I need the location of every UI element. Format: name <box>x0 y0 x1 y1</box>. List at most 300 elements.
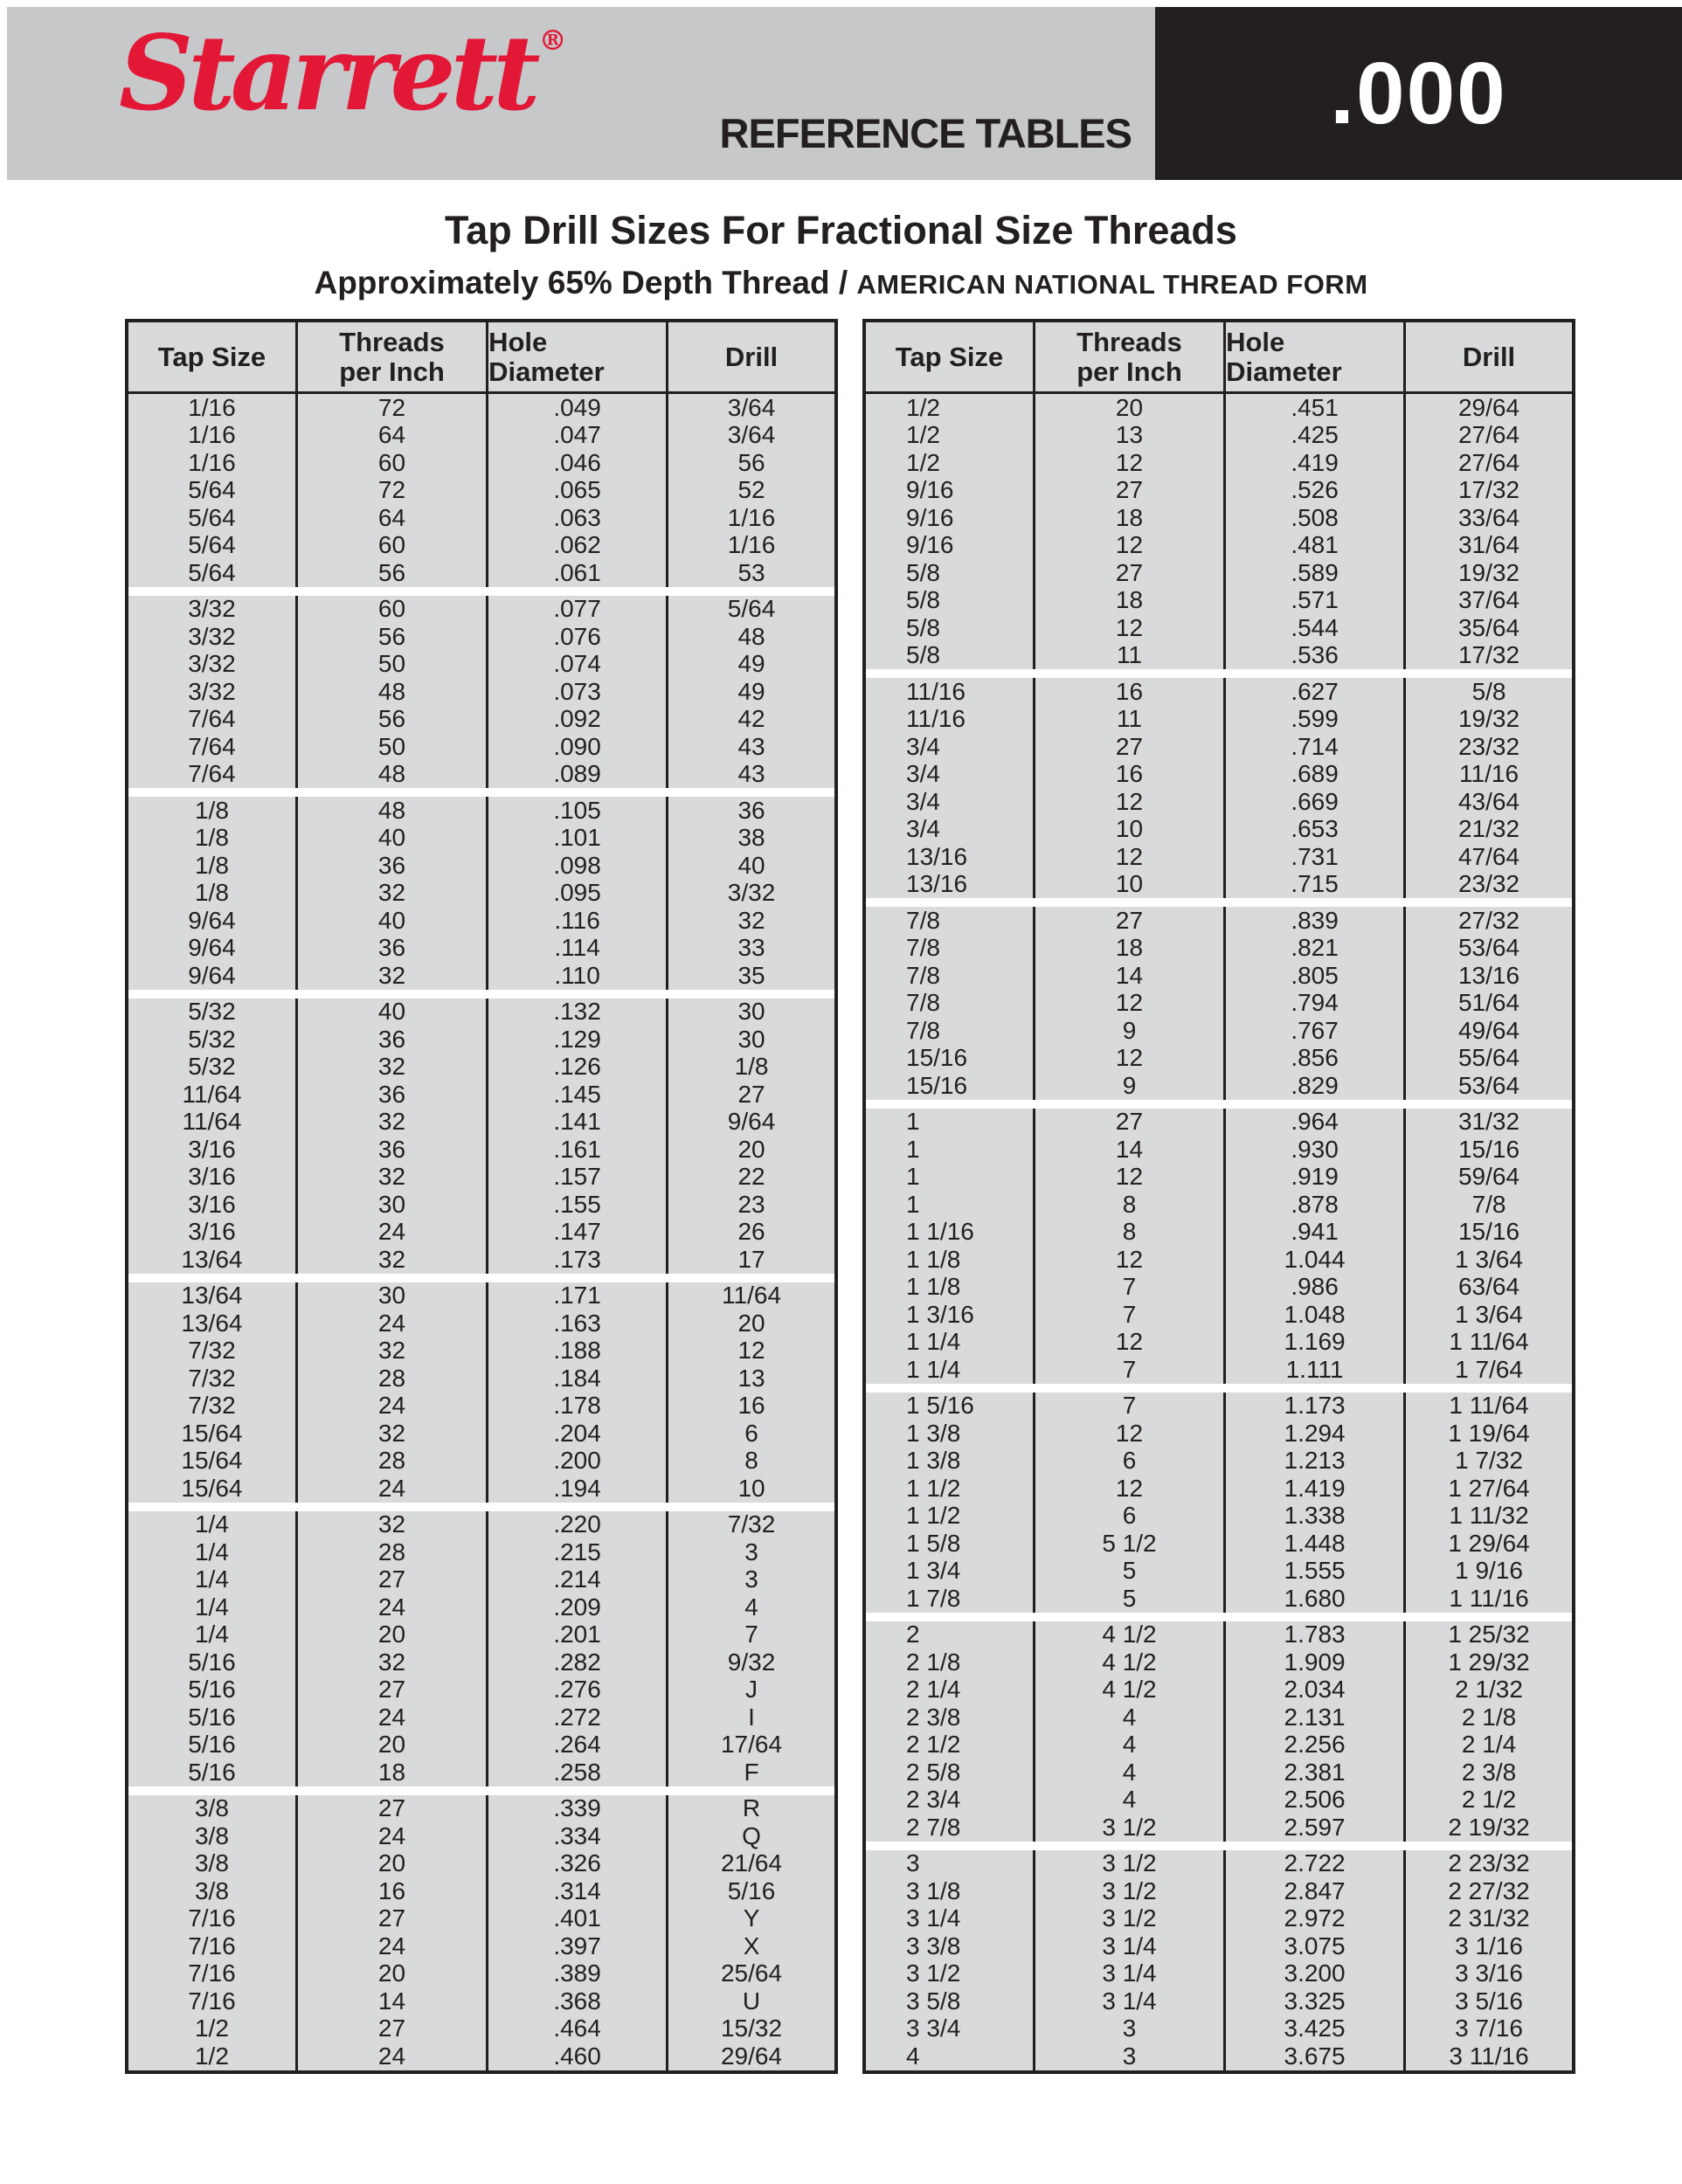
drill-cell: 35/64 <box>1457 613 1520 641</box>
hole-diameter-cell: 2.597 <box>1226 1814 1406 1842</box>
hole-diameter-cell: 1.680 <box>1226 1585 1406 1613</box>
hole-diameter-cell: .314 <box>488 1877 668 1905</box>
threads-per-inch-cell: 32 <box>298 1054 488 1082</box>
hole-diameter-cell: .173 <box>488 1246 668 1274</box>
threads-per-inch-cell: 72 <box>298 394 488 422</box>
table-row <box>866 1109 1572 1137</box>
tap-size-cell: 1/2 <box>866 394 1035 422</box>
threads-per-inch-cell: 27 <box>1035 907 1226 935</box>
threads-per-inch-cell: 11 <box>1035 642 1226 670</box>
threads-per-inch-cell: 9 <box>1035 1072 1226 1100</box>
table-row <box>866 1164 1572 1192</box>
drill-cell: 1 25/32 <box>1448 1621 1530 1648</box>
hole-diameter-cell: .731 <box>1226 843 1406 871</box>
threads-per-inch-cell: 36 <box>298 1136 488 1164</box>
hole-diameter-cell: 2.722 <box>1226 1850 1406 1878</box>
table-row <box>128 1109 834 1137</box>
threads-per-inch-cell: 64 <box>298 422 488 450</box>
hole-diameter-cell: 2.847 <box>1226 1877 1406 1905</box>
tap-size-cell: 9/16 <box>866 504 1035 532</box>
hole-diameter-cell: .794 <box>1226 990 1406 1018</box>
table-row <box>128 477 834 505</box>
tap-size-cell: 3/32 <box>128 651 298 679</box>
tap-size-cell: 3/32 <box>128 596 298 624</box>
threads-per-inch-cell: 32 <box>298 1511 488 1539</box>
hole-diameter-cell: .714 <box>1226 733 1406 761</box>
threads-per-inch-cell: 72 <box>298 477 488 505</box>
table-row <box>128 1219 834 1247</box>
tap-size-cell: 5/16 <box>128 1759 298 1787</box>
tap-size-cell: 1 <box>866 1109 1035 1137</box>
hole-diameter-cell: .074 <box>488 651 668 679</box>
table-row <box>128 2042 834 2070</box>
table-row <box>128 706 834 734</box>
hole-diameter-cell: .571 <box>1226 587 1406 615</box>
tap-size-cell: 5/64 <box>128 504 298 532</box>
tap-size-cell: 1/4 <box>128 1593 298 1621</box>
table-row <box>866 1759 1572 1787</box>
table-row <box>128 1960 834 1988</box>
hole-diameter-cell: 1.048 <box>1226 1301 1406 1329</box>
tap-size-cell: 9/64 <box>128 907 298 935</box>
tap-size-cell: 3/8 <box>128 1850 298 1878</box>
tap-size-cell: 1/16 <box>128 449 298 477</box>
threads-per-inch-cell: 10 <box>1035 816 1226 844</box>
table-row <box>128 422 834 450</box>
drill-cell: 2 3/8 <box>1461 1758 1517 1786</box>
hole-diameter-cell: .397 <box>488 1932 668 1960</box>
drill-cell: 49 <box>737 677 765 705</box>
table-row <box>128 761 834 789</box>
tap-size-cell: 5/32 <box>128 999 298 1026</box>
table-row <box>866 935 1572 963</box>
tap-size-cell: 13/16 <box>866 843 1035 871</box>
drill-cell: 23 <box>737 1190 765 1218</box>
tap-size-cell: 2 3/4 <box>866 1787 1035 1814</box>
drill-cell: 35 <box>737 961 765 989</box>
drill-cell: 1 3/64 <box>1455 1300 1523 1328</box>
hole-diameter-cell: .061 <box>488 559 668 587</box>
table-row <box>128 1475 834 1503</box>
table-row <box>128 1420 834 1448</box>
drill-cell: 17/32 <box>1457 641 1520 669</box>
threads-per-inch-cell: 12 <box>1035 1045 1226 1073</box>
threads-per-inch-cell: 24 <box>298 1822 488 1850</box>
tap-size-cell: 11/64 <box>128 1109 298 1137</box>
table-row <box>128 1566 834 1594</box>
hole-diameter-cell: 2.506 <box>1226 1787 1406 1814</box>
threads-per-inch-cell: 4 1/2 <box>1035 1676 1226 1704</box>
drill-cell: 40 <box>737 851 765 879</box>
table-row <box>128 678 834 706</box>
table-row <box>128 999 834 1026</box>
table-row <box>866 1045 1572 1073</box>
tap-size-cell: 7/32 <box>128 1393 298 1420</box>
registered-trademark-icon: ® <box>538 23 567 57</box>
threads-per-inch-cell: 56 <box>298 706 488 734</box>
threads-per-inch-cell: 24 <box>298 1393 488 1420</box>
drill-cell: Y <box>743 1904 760 1932</box>
threads-per-inch-cell: 18 <box>1035 587 1226 615</box>
tap-size-cell: 5/64 <box>128 559 298 587</box>
hole-diameter-cell: .184 <box>488 1365 668 1393</box>
table-row <box>128 1987 834 2015</box>
threads-per-inch-cell: 14 <box>1035 1136 1226 1164</box>
table-row <box>866 559 1572 587</box>
table-row <box>128 1905 834 1933</box>
drill-cell: 8 <box>744 1447 758 1475</box>
drill-cell: 17/32 <box>1457 476 1520 504</box>
tap-size-cell: 1 3/8 <box>866 1448 1035 1476</box>
hole-diameter-cell: .508 <box>1226 504 1406 532</box>
table-row <box>866 1329 1572 1357</box>
drill-cell: 2 1/2 <box>1461 1786 1517 1814</box>
hole-diameter-cell: .544 <box>1226 614 1406 642</box>
tap-size-cell: 1/8 <box>128 825 298 853</box>
page-code-box <box>1155 7 1682 180</box>
hole-diameter-cell: 3.325 <box>1226 1987 1406 2015</box>
tap-size-cell: 3/4 <box>866 733 1035 761</box>
hole-diameter-cell: .105 <box>488 797 668 825</box>
drill-cell: 29/64 <box>720 2042 783 2070</box>
table-row <box>866 504 1572 532</box>
hole-diameter-cell: .689 <box>1226 761 1406 789</box>
threads-per-inch-cell: 27 <box>298 2015 488 2043</box>
hole-diameter-cell: .116 <box>488 907 668 935</box>
table-header-row <box>128 322 834 394</box>
table-row <box>128 1136 834 1164</box>
table-row <box>866 1731 1572 1759</box>
tap-size-cell: 1/2 <box>128 2015 298 2043</box>
threads-per-inch-cell: 56 <box>298 623 488 651</box>
hole-diameter-cell: .419 <box>1226 449 1406 477</box>
hole-diameter-cell: 3.425 <box>1226 2015 1406 2043</box>
table-row <box>866 614 1572 642</box>
tap-size-cell: 1 1/8 <box>866 1274 1035 1302</box>
table-row <box>128 394 834 422</box>
tap-size-cell: 1 1/4 <box>866 1329 1035 1357</box>
drill-cell: 27/64 <box>1457 448 1520 476</box>
threads-per-inch-cell: 48 <box>298 761 488 789</box>
hole-diameter-cell: .839 <box>1226 907 1406 935</box>
hole-diameter-cell: .856 <box>1226 1045 1406 1073</box>
table-row <box>128 1393 834 1420</box>
tap-size-cell: 7/16 <box>128 1905 298 1933</box>
threads-per-inch-cell: 28 <box>298 1448 488 1476</box>
group-divider <box>866 1842 1572 1850</box>
hole-diameter-cell: 3.675 <box>1226 2042 1406 2070</box>
hole-diameter-cell: .209 <box>488 1593 668 1621</box>
table-row <box>128 1648 834 1676</box>
hole-diameter-cell: .964 <box>1226 1109 1406 1137</box>
hole-diameter-cell: .805 <box>1226 962 1406 990</box>
table-row <box>128 733 834 761</box>
tap-size-cell: 7/8 <box>866 935 1035 963</box>
threads-per-inch-cell: 30 <box>298 1191 488 1219</box>
threads-per-inch-cell: 4 <box>1035 1759 1226 1787</box>
tap-size-cell: 7/16 <box>128 1932 298 1960</box>
threads-per-inch-cell: 48 <box>298 797 488 825</box>
table-row <box>128 1511 834 1539</box>
table-row <box>128 1337 834 1365</box>
tap-size-cell: 5/8 <box>866 614 1035 642</box>
drill-cell: 1 3/64 <box>1455 1245 1523 1273</box>
threads-per-inch-cell: 4 1/2 <box>1035 1621 1226 1649</box>
threads-per-inch-cell: 11 <box>1035 706 1226 734</box>
drill-cell: 27/64 <box>1457 421 1520 449</box>
table-row <box>866 449 1572 477</box>
drill-cell: 7/8 <box>1471 1190 1506 1218</box>
drill-cell: 1 19/64 <box>1448 1419 1530 1447</box>
tap-size-cell: 15/64 <box>128 1420 298 1448</box>
threads-per-inch-cell: 64 <box>298 504 488 532</box>
table-row <box>866 1191 1572 1219</box>
threads-per-inch-cell: 24 <box>298 1593 488 1621</box>
hole-diameter-cell: 2.131 <box>1226 1704 1406 1731</box>
hole-diameter-cell: .101 <box>488 825 668 853</box>
tap-size-cell: 1 5/16 <box>866 1393 1035 1420</box>
drill-cell: 16 <box>737 1392 765 1420</box>
table-row <box>866 394 1572 422</box>
threads-per-inch-cell: 6 <box>1035 1448 1226 1476</box>
threads-per-inch-cell: 18 <box>298 1759 488 1787</box>
hole-diameter-cell: .098 <box>488 852 668 880</box>
tap-size-cell: 1 1/4 <box>866 1356 1035 1384</box>
hole-diameter-cell: .276 <box>488 1676 668 1704</box>
drill-cell: 49/64 <box>1457 1016 1520 1044</box>
drill-cell: 5/16 <box>727 1876 776 1904</box>
threads-per-inch-cell: 24 <box>298 1475 488 1503</box>
drill-cell: 47/64 <box>1457 842 1520 870</box>
group-divider <box>128 788 834 797</box>
drill-cell: 15/32 <box>720 2015 783 2042</box>
group-divider <box>866 669 1572 678</box>
header-band <box>7 7 1682 180</box>
drill-cell: 36 <box>737 796 765 824</box>
group-divider <box>866 898 1572 907</box>
tap-size-cell: 3 3/8 <box>866 1932 1035 1960</box>
tap-size-cell: 7/32 <box>128 1337 298 1365</box>
table-row <box>128 1795 834 1823</box>
table-row <box>128 1932 834 1960</box>
tap-size-cell: 2 7/8 <box>866 1814 1035 1842</box>
tap-size-cell: 1 7/8 <box>866 1585 1035 1613</box>
drill-cell: 2 1/4 <box>1461 1731 1517 1759</box>
threads-per-inch-cell: 3 <box>1035 2042 1226 2070</box>
threads-per-inch-cell: 24 <box>298 1704 488 1731</box>
table-row <box>128 1593 834 1621</box>
tap-size-cell: 2 5/8 <box>866 1759 1035 1787</box>
tap-size-cell: 3 1/2 <box>866 1960 1035 1988</box>
tap-size-cell: 2 1/2 <box>866 1731 1035 1759</box>
threads-per-inch-cell: 13 <box>1035 422 1226 450</box>
tap-size-cell: 3/32 <box>128 623 298 651</box>
drill-cell: 1 11/16 <box>1449 1584 1529 1612</box>
threads-per-inch-cell: 20 <box>298 1731 488 1759</box>
table-row <box>866 761 1572 789</box>
tap-size-cell: 7/64 <box>128 761 298 789</box>
table-row <box>866 1787 1572 1814</box>
tap-size-cell: 1 1/16 <box>866 1219 1035 1247</box>
table-row <box>866 871 1572 899</box>
hole-diameter-cell: .047 <box>488 422 668 450</box>
tap-size-cell: 5/8 <box>866 587 1035 615</box>
threads-per-inch-cell: 27 <box>298 1905 488 1933</box>
table-row <box>128 1676 834 1704</box>
threads-per-inch-cell: 12 <box>1035 532 1226 560</box>
hole-diameter-cell: .282 <box>488 1648 668 1676</box>
hole-diameter-cell: .145 <box>488 1081 668 1109</box>
drill-cell: 1 29/32 <box>1448 1648 1530 1676</box>
threads-per-inch-cell: 20 <box>298 1850 488 1878</box>
hole-diameter-cell: .201 <box>488 1621 668 1649</box>
tap-size-cell: 3/16 <box>128 1136 298 1164</box>
threads-per-inch-cell: 9 <box>1035 1017 1226 1045</box>
threads-per-inch-cell: 32 <box>298 1337 488 1365</box>
table-row <box>866 1676 1572 1704</box>
hole-diameter-cell: .157 <box>488 1164 668 1192</box>
tap-size-cell: 3/8 <box>128 1795 298 1823</box>
threads-per-inch-cell: 12 <box>1035 449 1226 477</box>
hole-diameter-cell: .599 <box>1226 706 1406 734</box>
hole-diameter-cell: 1.169 <box>1226 1329 1406 1357</box>
drill-cell: 21/64 <box>720 1849 783 1877</box>
hole-diameter-cell: .536 <box>1226 642 1406 670</box>
tap-size-cell: 1 3/4 <box>866 1558 1035 1586</box>
tap-size-cell: 9/16 <box>866 477 1035 505</box>
tap-size-cell: 1 <box>866 1136 1035 1164</box>
table-row <box>866 1558 1572 1586</box>
threads-per-inch-cell: 3 <box>1035 2015 1226 2043</box>
drill-cell: 43 <box>737 732 765 760</box>
table-row <box>128 1621 834 1649</box>
tap-size-cell: 7/32 <box>128 1365 298 1393</box>
hole-diameter-cell: 1.111 <box>1226 1356 1406 1384</box>
hole-diameter-cell: 2.256 <box>1226 1731 1406 1759</box>
tap-size-cell: 3/16 <box>128 1191 298 1219</box>
drill-cell: 2 1/8 <box>1461 1703 1517 1731</box>
tap-drill-table-right <box>862 319 1575 2074</box>
table-row <box>128 1877 834 1905</box>
table-row <box>128 1704 834 1731</box>
table-row <box>866 1585 1572 1613</box>
table-row <box>866 1246 1572 1274</box>
table-row <box>128 2015 834 2043</box>
drill-cell: U <box>742 1987 761 2015</box>
hole-diameter-cell: .062 <box>488 532 668 560</box>
tap-size-cell: 3/8 <box>128 1877 298 1905</box>
tap-size-cell: 11/16 <box>866 678 1035 706</box>
tap-size-cell: 9/16 <box>866 532 1035 560</box>
tap-size-cell: 7/8 <box>866 962 1035 990</box>
hole-diameter-cell: .141 <box>488 1109 668 1137</box>
tap-size-cell: 3/4 <box>866 788 1035 816</box>
threads-per-inch-cell: 40 <box>298 825 488 853</box>
table-row <box>128 1081 834 1109</box>
table-row <box>128 623 834 651</box>
hole-diameter-cell: .272 <box>488 1704 668 1731</box>
tap-size-cell: 1 1/8 <box>866 1246 1035 1274</box>
tap-size-cell: 15/64 <box>128 1448 298 1476</box>
drill-cell: 20 <box>737 1309 765 1337</box>
threads-per-inch-cell: 60 <box>298 532 488 560</box>
threads-per-inch-cell: 36 <box>298 935 488 963</box>
table-row <box>866 816 1572 844</box>
drill-cell: 17/64 <box>720 1731 783 1759</box>
tap-size-cell: 2 <box>866 1621 1035 1649</box>
subtitle-prefix: Approximately 65% Depth Thread / <box>314 265 857 301</box>
hole-diameter-cell: .334 <box>488 1822 668 1850</box>
threads-per-inch-cell: 3 1/2 <box>1035 1814 1226 1842</box>
threads-per-inch-cell: 4 1/2 <box>1035 1648 1226 1676</box>
drill-cell: 9/32 <box>727 1648 776 1676</box>
threads-per-inch-cell: 8 <box>1035 1191 1226 1219</box>
table-row <box>128 1054 834 1082</box>
hole-diameter-cell: .065 <box>488 477 668 505</box>
threads-per-inch-cell: 27 <box>298 1676 488 1704</box>
drill-cell: 32 <box>737 906 765 934</box>
hole-diameter-cell: .046 <box>488 449 668 477</box>
threads-per-inch-cell: 36 <box>298 852 488 880</box>
drill-cell: 19/32 <box>1457 558 1520 586</box>
hole-diameter-cell: 1.783 <box>1226 1621 1406 1649</box>
drill-cell: 13/16 <box>1457 961 1520 989</box>
column-header: Tap Size <box>128 322 298 391</box>
table-row <box>128 559 834 587</box>
threads-per-inch-cell: 4 <box>1035 1704 1226 1731</box>
threads-per-inch-cell: 27 <box>1035 559 1226 587</box>
threads-per-inch-cell: 48 <box>298 678 488 706</box>
drill-cell: 2 31/32 <box>1448 1904 1530 1932</box>
table-row <box>866 990 1572 1018</box>
tap-size-cell: 13/64 <box>128 1282 298 1310</box>
tap-size-cell: 15/16 <box>866 1045 1035 1073</box>
drill-cell: 3 11/16 <box>1449 2042 1529 2070</box>
threads-per-inch-cell: 4 <box>1035 1787 1226 1814</box>
drill-cell: 52 <box>737 476 765 504</box>
page-title: Tap Drill Sizes For Fractional Size Threads <box>445 208 1237 252</box>
drill-cell: 6 <box>744 1419 758 1447</box>
hole-diameter-cell: .589 <box>1226 559 1406 587</box>
drill-cell: 1 27/64 <box>1448 1474 1530 1502</box>
tap-size-cell: 9/64 <box>128 962 298 990</box>
threads-per-inch-cell: 7 <box>1035 1274 1226 1302</box>
hole-diameter-cell: .767 <box>1226 1017 1406 1045</box>
threads-per-inch-cell: 5 1/2 <box>1035 1530 1226 1558</box>
threads-per-inch-cell: 12 <box>1035 614 1226 642</box>
hole-diameter-cell: .049 <box>488 394 668 422</box>
drill-cell: 2 27/32 <box>1448 1876 1530 1904</box>
column-header: Threads per Inch <box>1035 322 1226 391</box>
hole-diameter-cell: .919 <box>1226 1164 1406 1192</box>
table-row <box>866 1960 1572 1988</box>
threads-per-inch-cell: 24 <box>298 2042 488 2070</box>
table-row <box>866 1648 1572 1676</box>
threads-per-inch-cell: 50 <box>298 651 488 679</box>
hole-diameter-cell: .669 <box>1226 788 1406 816</box>
drill-cell: 1/16 <box>727 503 776 531</box>
tap-size-cell: 13/16 <box>866 871 1035 899</box>
threads-per-inch-cell: 3 1/4 <box>1035 1987 1226 2015</box>
threads-per-inch-cell: 3 1/2 <box>1035 1850 1226 1878</box>
hole-diameter-cell: .214 <box>488 1566 668 1594</box>
drill-cell: 22 <box>737 1163 765 1191</box>
threads-per-inch-cell: 12 <box>1035 788 1226 816</box>
hole-diameter-cell: 1.213 <box>1226 1448 1406 1476</box>
tap-size-cell: 1/16 <box>128 422 298 450</box>
threads-per-inch-cell: 36 <box>298 1026 488 1054</box>
hole-diameter-cell: .073 <box>488 678 668 706</box>
